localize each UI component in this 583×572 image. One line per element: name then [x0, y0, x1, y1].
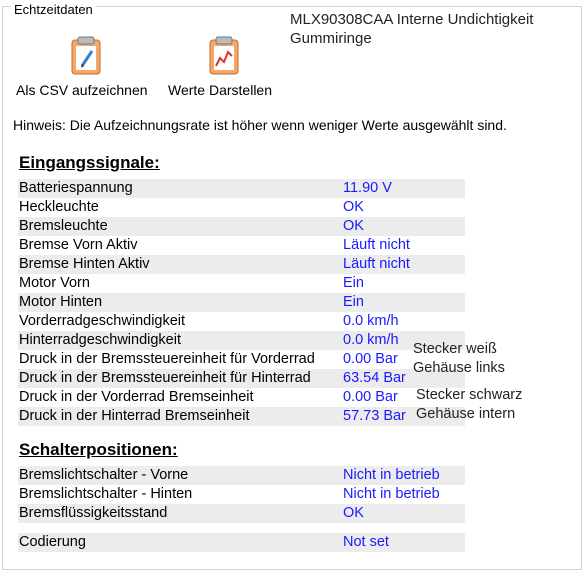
device-name — [290, 10, 533, 48]
signal-name: Bremsleuchte — [18, 217, 341, 236]
signal-value: Ein — [343, 275, 364, 291]
signal-name: Motor Vorn — [19, 275, 90, 291]
signal-value: OK — [340, 217, 465, 236]
clipboard-chart-icon — [208, 34, 240, 82]
annotation-text: Gehäuse links — [413, 360, 505, 376]
signal-value: 0.0 km/h — [340, 331, 465, 350]
switch-value: Nicht in betrieb — [340, 466, 465, 485]
show-values-label: Werte Darstellen — [168, 82, 273, 98]
signal-name: Hinterradgeschwindigkeit — [18, 331, 341, 350]
device-name-line2: Gummiringe — [290, 30, 372, 47]
switch-name: Bremsflüssigkeitsstand — [18, 504, 341, 523]
signal-name: Vorderradgeschwindigkeit — [19, 313, 186, 329]
annotation-text: Stecker weiß — [413, 341, 497, 357]
signal-name: Batteriespannung — [18, 179, 341, 198]
coding-name: Codierung — [18, 533, 341, 552]
switch-name: Bremslichtschalter - Vorne — [18, 466, 341, 485]
signal-name: Druck in der Bremssteuereinheit für Hinterrad — [18, 369, 341, 388]
record-csv-label: Als CSV aufzeichnen — [16, 82, 148, 98]
clipboard-edit-icon — [70, 34, 102, 82]
annotation-text: Stecker schwarz — [416, 387, 523, 403]
signal-value: 0.00 Bar — [343, 351, 398, 367]
signal-value: Läuft nicht — [340, 255, 465, 274]
device-name-line1: MLX90308CAA Interne Undichtigkeit — [290, 11, 534, 28]
signal-name: Heckleuchte — [19, 199, 99, 215]
signal-name: Bremse Vorn Aktiv — [19, 237, 138, 253]
switch-value: Nicht in betrieb — [343, 486, 440, 502]
signal-value: 63.54 Bar — [340, 369, 465, 388]
hint-text: Hinweis: Die Aufzeichnungsrate ist höher wenn weniger Werte ausgewählt sind. — [13, 117, 507, 133]
signal-value: 57.73 Bar — [340, 407, 465, 426]
switch-value: OK — [340, 504, 465, 523]
signal-name: Druck in der Vorderrad Bremseinheit — [19, 389, 254, 405]
signal-value: OK — [343, 199, 364, 215]
signal-value: Ein — [340, 293, 465, 312]
switches-section-title: Schalterpositionen: — [19, 440, 178, 459]
signal-name: Bremse Hinten Aktiv — [18, 255, 341, 274]
record-csv-button[interactable] — [16, 34, 148, 98]
signal-value: 0.0 km/h — [343, 313, 399, 329]
signal-name: Motor Hinten — [18, 293, 341, 312]
signal-value: Läuft nicht — [343, 237, 410, 253]
signal-value: 11.90 V — [340, 179, 465, 198]
show-values-button[interactable] — [168, 34, 273, 98]
switch-name: Bremslichtschalter - Hinten — [19, 486, 193, 502]
signal-value: 0.00 Bar — [343, 389, 398, 405]
signal-name: Druck in der Hinterrad Bremseinheit — [18, 407, 341, 426]
signal-name: Druck in der Bremssteuereinheit für Vorderrad — [19, 351, 315, 367]
inputs-section-title: Eingangssignale: — [19, 153, 160, 172]
panel-title: Echtzeitdaten — [11, 3, 96, 17]
coding-value: Not set — [340, 533, 465, 552]
annotation-text: Gehäuse intern — [416, 406, 516, 422]
